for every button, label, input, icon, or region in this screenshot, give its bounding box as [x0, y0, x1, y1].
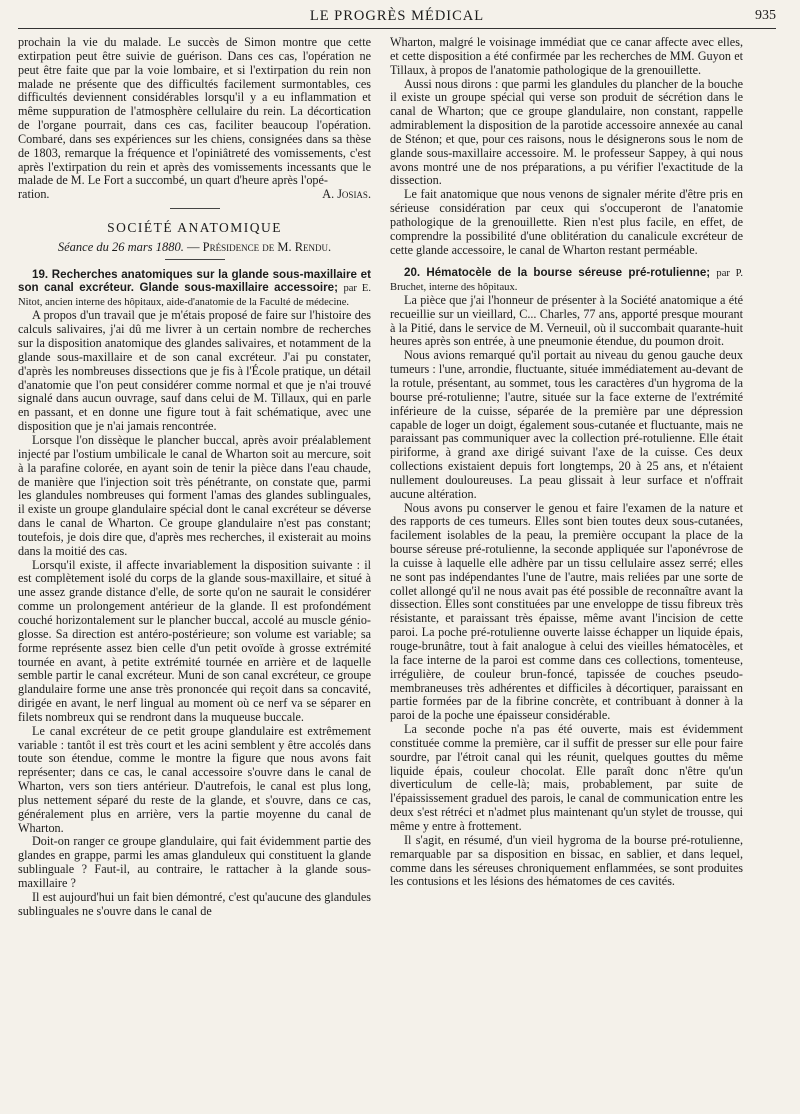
article-20-paragraph: Il s'agit, en résumé, d'un vieil hygroma de la bourse pré-rotulienne, remarquable par sa disposition en bissac, en sablier, et dans lequel, comme dans les séreuses chroniquement enflammées, se sont produites les contusions et les lésions des hématomes de ces cavités. [390, 832, 743, 889]
article-20-title [390, 266, 743, 294]
right-column [390, 36, 743, 889]
article-19-title [18, 268, 371, 310]
article-20-paragraph: Nous avions remarqué qu'il portait au niveau du genou gauche deux tumeurs : l'une, arrondie, fluctuante, située immédiatement au-devant de la rotule, présentant, au sommet, tous les caractères d'un hygroma de la bourse pré-rotulienne; l'autre, située sur la face externe de l'extrémité inférieure de la cuisse, séparée de la première par une dépression capable de loger un doigt, également sous-cutanée et fluctuante, mais ne paraissant pas communiquer avec la collection pré-rotulienne. Elle était piriforme, à grand axe dirigé suivant l'axe de la cuisse. Ces deux collections existaient depuis fort longtemps, 20 à 25 ans, et n'étaient nullement douloureuses. La peau glissait à leur surface et n'offrait aucune altération. [390, 348, 743, 501]
article-20-paragraph: Nous avons pu conserver le genou et faire l'examen de la nature et des rapports de ces tumeurs. Elles sont bien toutes deux sous-cutanées, facilement isolables de la peau, la première occupant la place de la bourse séreuse pré-rotulienne, la seconde appliquée sur l'aponévrose de la cuisse à laquelle elle adhère par un tissu cellulaire assez serré; elles ne sont pas indépendantes l'une de l'autre, mais reliées par une sorte de collet allongé qu'il ne nous avait pas été possible de reconnaître avant la dissection. Elles sont constituées par une enveloppe de tissu fibreux très résistante, et paraissant très épaisse, même avant l'incision de cette paroi. La poche pré-rotulienne ouverte laisse échapper un liquide épais, rouge-brunâtre, tout à fait analogue à celui des vieilles hématocèles, et la face interne de la paroi est comme dans ces collections, tomenteuse, irrégulière, de couleur brun-foncé, tapissée de couches pseudo-membraneuses très adhérentes et difficiles à décortiquer, paraissant en partie formées par de la fibrine concrète, et contribuant à donner à la paroi de la poche une épaisseur considérable. [390, 500, 743, 723]
signature-line [18, 188, 371, 202]
article-20-paragraph: La pièce que j'ai l'honneur de présenter à la Société anatomique a été recueillie sur un vieillard, C... Charles, 77 ans, apporté presque mourant à la Pitié, dans le service de M. Verneuil, où il succombait quarante-huit heures après son entrée, à une pneumonie étendue, du poumon droit. [390, 292, 743, 349]
article-19-paragraph: A propos d'un travail que je m'étais proposé de faire sur l'histoire des calculs salivaires, j'ai dû me livrer à un certain nombre de recherches sur la disposition anatomique des glandes salivaires, et notamment de la glande sous-maxillaire et de son canal excréteur. J'ai pu constater, d'après les nombreuses dissections que je fis à l'École pratique, un détail d'anatomie que l'on peut considérer comme normal et que je n'ai trouvé signalé dans aucun ouvrage, sauf dans celui de M. Tillaux, qui en parle en passant, et en donne une figure tout à fait schématique, avec une disposition que je n'ai jamais rencontrée. [18, 308, 371, 434]
article-19-paragraph: Le canal excréteur de ce petit groupe glandulaire est extrêmement variable : tantôt il est très court et les acini semblent y être accolés dans toute son étendue, comme le montre la figure que nous avons fait représenter; dans ce cas, le canal accessoire s'ouvre dans le canal de Wharton, vers son tiers antérieur. D'autrefois, le canal est plus long, plus nettement séparé du reste de la glande, et s'ouvre, dans ce cas, généralement plus en arrière, vers la partie moyenne du canal de Wharton. [18, 723, 371, 835]
seance-line [18, 241, 371, 255]
article-19-paragraph: Lorsqu'il existe, il affecte invariablement la disposition suivante : il est complètement isolé du corps de la glande sous-maxillaire, et situé à une assez grande distance d'elle, de sorte qu'on ne saurait le considérer comme un prolongement antérieur de la glande. Il est profondément couché horizontalement sur le plancher buccal, accolé au muscle génio-glosse. Sa direction est antéro-postérieure; son volume est variable; sa forme représente assez bien celle d'un petit ovoïde à grosse extrémité tournée en avant, à petite extrémité tournée en arrière et de laquelle semble partir le canal excréteur. Muni de son canal excréteur, ce groupe glandulaire forme une anse très prononcée qui reçoit dans sa concavité, dirigée en avant, le nerf lingual au moment où ce nerf va se séparer en filets nombreux qui se rendront dans la muqueuse buccale. [18, 557, 371, 724]
article-19-paragraph: Lorsque l'on dissèque le plancher buccal, après avoir préalablement injecté par l'ostium umbilicale le canal de Wharton soit au mercure, soit à la parafine colorée, en ayant soin de tenir la pièce dans l'eau chaude, de manière que l'injection soit très pénétrante, on constate que, parmi les glandules nombreuses qui forment l'amas des glandes sublinguales, il existe un groupe glandulaire spécial dont le canal excréteur se déverse dans le canal de Wharton. Ce groupe glandulaire n'est pas constant; toutefois, je dois dire que, d'après mes recherches, il existerait au moins dans la moitié des cas. [18, 433, 371, 558]
article-19-paragraph: Il est aujourd'hui un fait bien démontré, c'est qu'aucune des glandules sublinguales ne s'ouvre dans le canal de [18, 889, 371, 918]
article-19-byline: par E. Nitot, ancien interne des hôpitaux, aide-d'anatomie de la Faculté de médecine. [18, 283, 371, 309]
article-20-paragraph: La seconde poche n'a pas été ouverte, mais est évidemment constituée comme la première, car il suffit de presser sur elle pour faire sourdre, par l'étroit canal qui les réunit, quelques gouttes du même liquide épais, couleur chocolat. Elle paraît donc n'être qu'un diverticulum de celle-là; mais, probablement, par suite de l'épaississement graduel des parois, le canal de communication entre les deux s'est rétréci et n'admet plus maintenant qu'un stylet de trousse, qui même y entre à frottement. [390, 722, 743, 833]
section-separator [170, 208, 220, 209]
journal-title: LE PROGRÈS MÉDICAL [309, 8, 485, 24]
seance-date: Séance du 26 mars 1880. [57, 239, 184, 254]
left-column [18, 36, 371, 919]
article-19-heading: 19. Recherches anatomiques sur la glande sous-maxillaire et son canal excréteur. Glande sous-maxillaire accessoire; [18, 267, 371, 295]
seance-rule [165, 259, 225, 260]
running-header [18, 8, 776, 29]
author-signature: A. Josias. [322, 187, 371, 202]
article-19-paragraph: Doit-on ranger ce groupe glandulaire, qui fait évidemment partie des glandes en grappe, parmi les amas glanduleux qui constituent la glande sublinguale ? Faut-il, au contraire, le rattacher à la glande sous-maxillaire ? [18, 834, 371, 891]
society-heading: SOCIÉTÉ ANATOMIQUE [107, 220, 282, 236]
article-19-paragraph: Aussi nous dirons : que parmi les glandules du plancher de la bouche il existe un groupe spécial qui verse son produit de sécrétion dans le canal de Wharton; que ce groupe glandulaire, non constant, rappelle admirablement la disposition de la parotide accessoire annexée au canal de Sténon; et que, pour ces raisons, nous le désignerons sous le nom de glande sous-maxillaire accessoire. M. le professeur Sappey, à qui nous avons montré une de nos préparations, a pu vérifier l'exactitude de la dissection. [390, 76, 743, 188]
article-20-byline: par P. Bruchet, interne des hôpitaux. [390, 267, 743, 293]
seance-presidence: — Présidence de M. Rendu. [187, 239, 332, 254]
article-20-heading: 20. Hématocèle de la bourse séreuse pré-rotulienne; [404, 265, 711, 279]
intro-last-word: ration. [18, 187, 50, 202]
page-number: 935 [755, 8, 776, 23]
article-19-paragraph: Le fait anatomique que nous venons de signaler mérite d'être pris en sérieuse considération par ceux qui s'occuperont de l'anatomie pathologique de la grenouillette. Rien n'est plus facile, en effet, de comprendre la possibilité d'une oblitération du canalicule excréteur de cette glande accessoire, le canal de Wharton restant perméable. [390, 187, 743, 257]
article-19-continued: Wharton, malgré le voisinage immédiat que ce canar affecte avec elles, et cette disposition a été confirmée par les recherches de MM. Guyon et Tillaux, à propos de l'anatomie pathologique de la grenouillette. [390, 35, 743, 77]
intro-paragraph: prochain la vie du malade. Le succès de Simon montre que cette extirpation peut être suivie de guérison. Dans ces cas, l'opération ne peut être faite que par la voie lombaire, et si l'extirpation du rein non malade ne présente que des difficultés facilement surmontables, ces difficultés deviennent considérables lorsqu'il y a eu inflammation et même suppuration de l'atmosphère cellulaire du rein. La décortication de l'organe pourrait, dans ces cas, faciliter beaucoup l'opération. Combaré, dans ses expériences sur les chiens, consignées dans sa thèse de 1803, remarque la fréquence et l'opiniâtreté des vomissements, c'est après l'extirpation du rein et après des vomissements incessants que le malade de M. Le Fort a succombé, un quart d'heure après l'opé- [18, 35, 371, 188]
